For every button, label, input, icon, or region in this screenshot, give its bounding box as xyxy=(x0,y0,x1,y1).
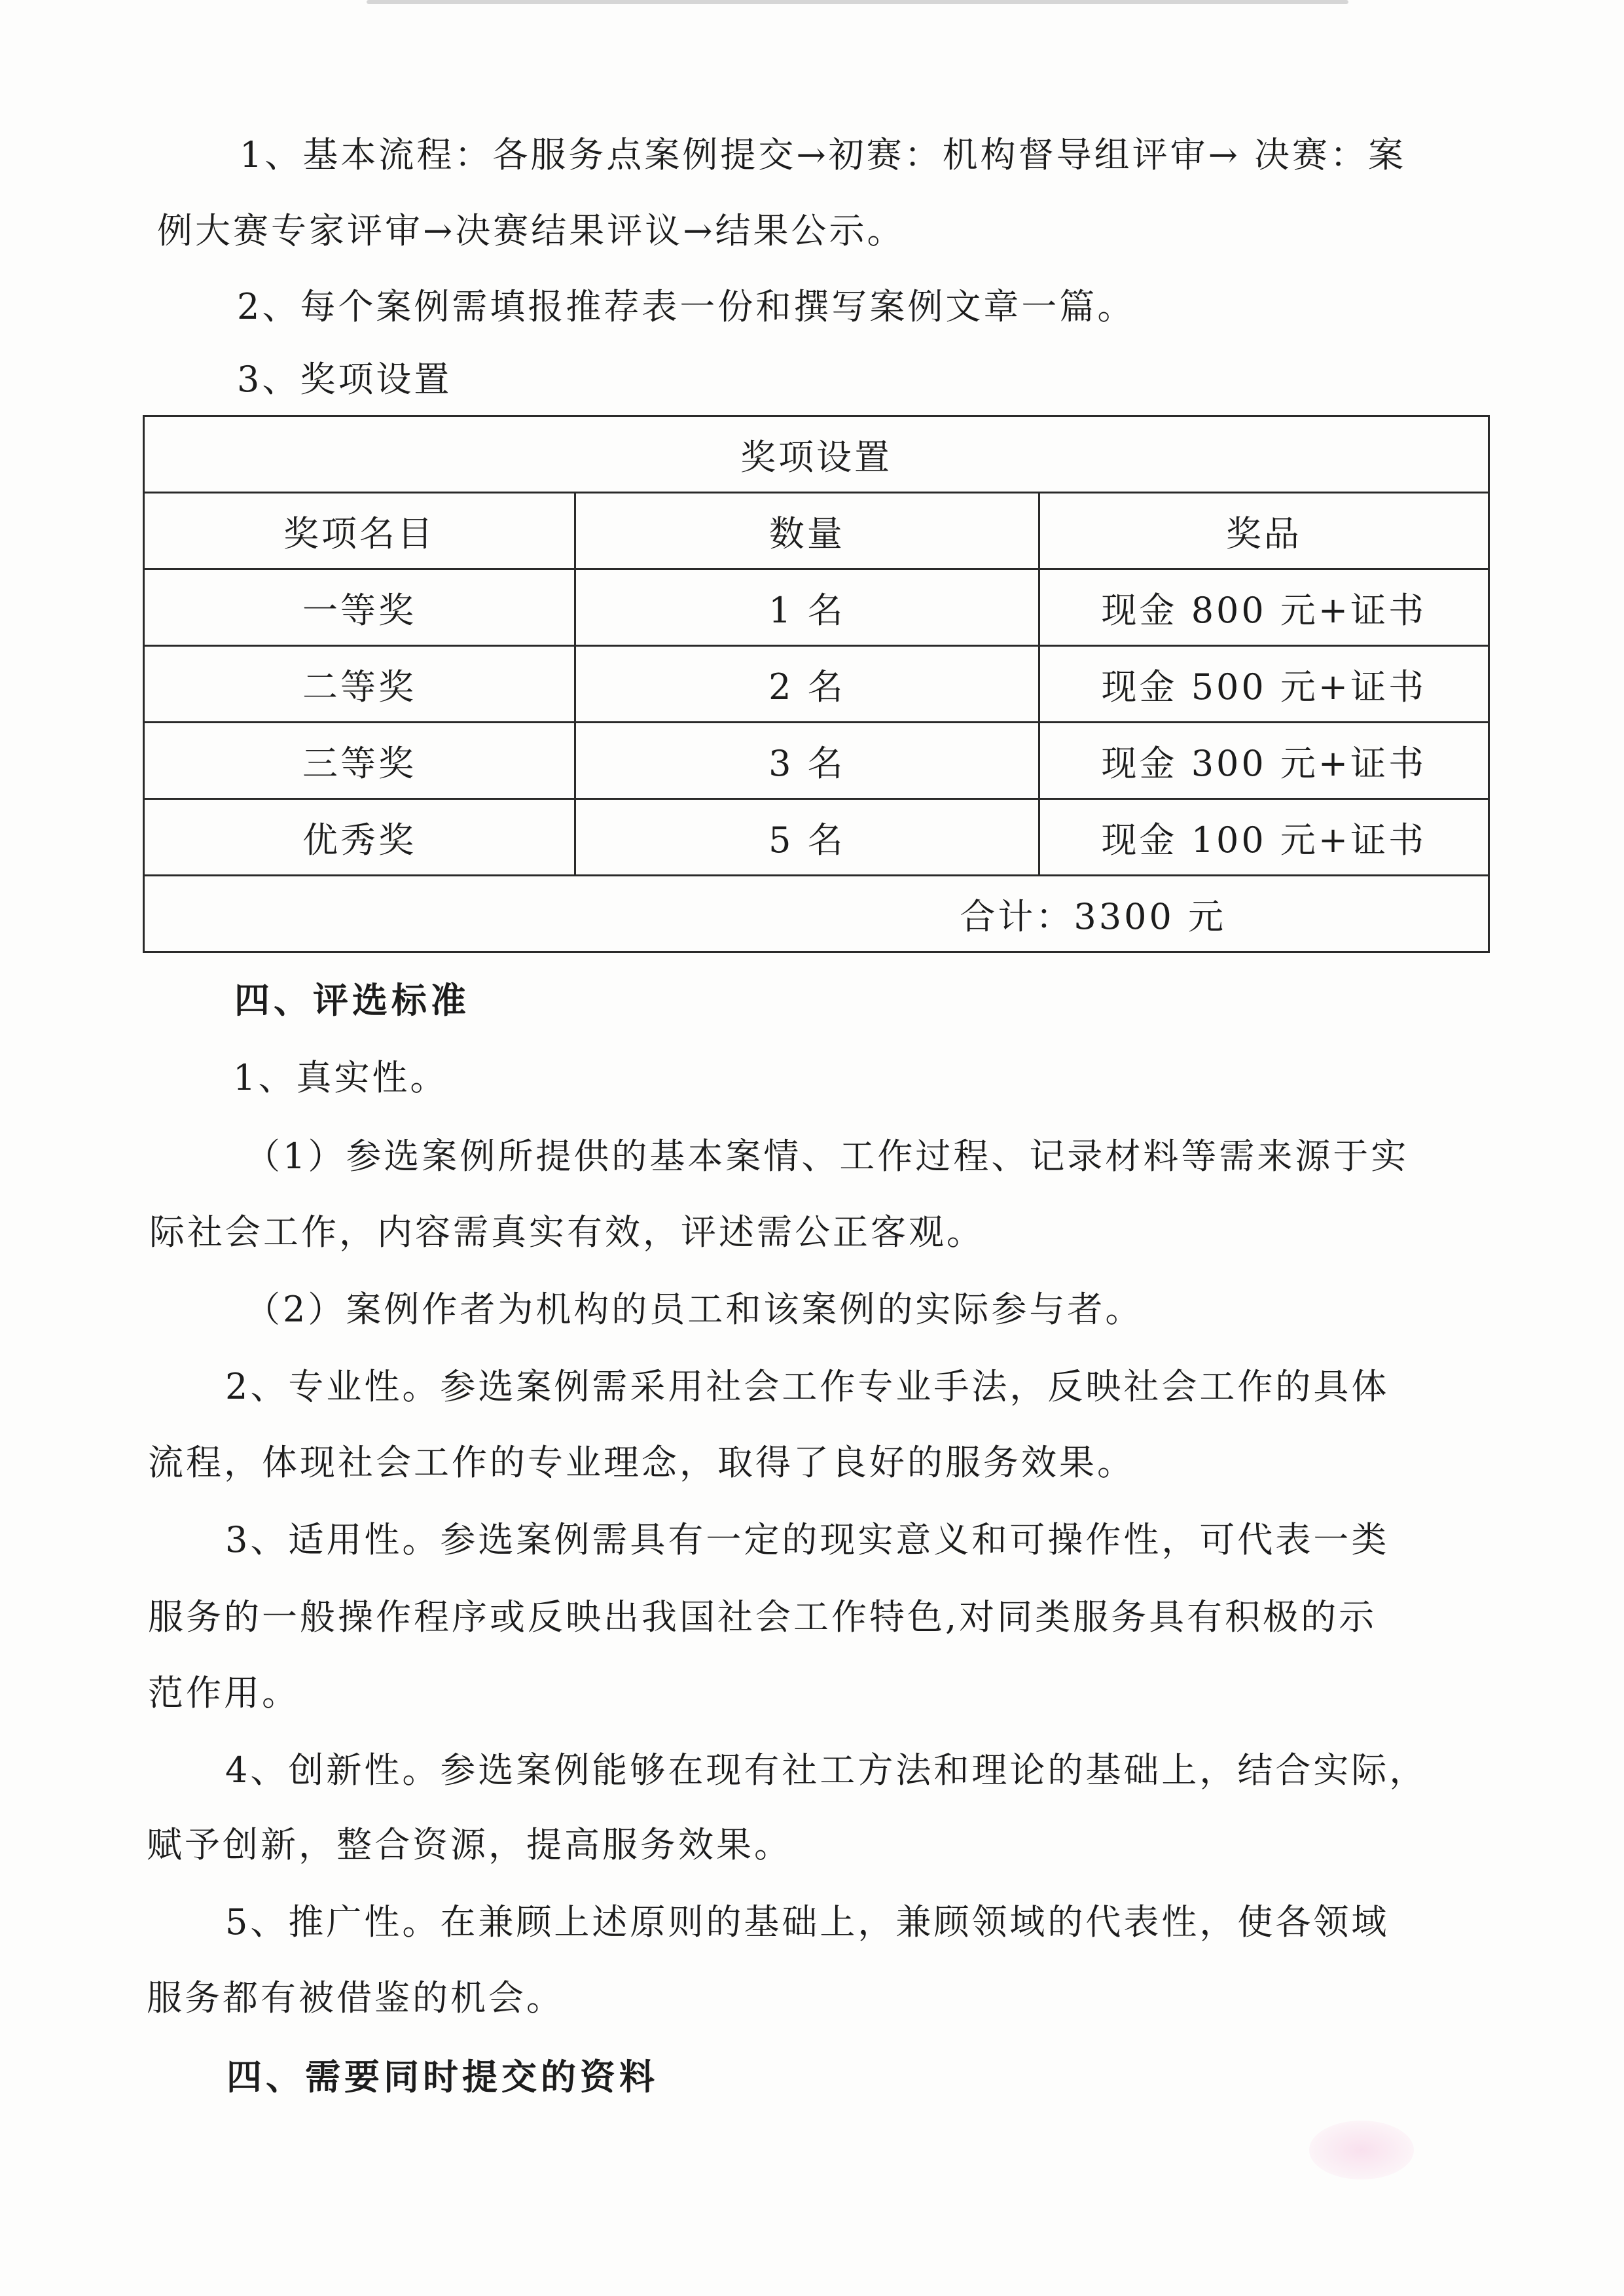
award-name-cell: 一等奖 xyxy=(144,569,575,646)
awards-table-header-row xyxy=(144,493,1489,569)
table-row xyxy=(144,799,1489,876)
award-name-cell: 三等奖 xyxy=(144,723,575,799)
criterion-innovation-line-2: 赋予创新，整合资源，提高服务效果。 xyxy=(147,1824,792,1865)
table-row xyxy=(144,569,1489,646)
header-award-name: 奖项名目 xyxy=(144,493,575,569)
prize-cell: 现金 300 元+证书 xyxy=(1039,723,1489,799)
table-row xyxy=(144,646,1489,723)
criterion-applicability-line-2: 服务的一般操作程序或反映出我国社会工作特色,对同类服务具有积极的示 xyxy=(148,1596,1377,1638)
awards-table xyxy=(143,415,1490,953)
criterion-applicability-line-3: 范作用。 xyxy=(148,1672,300,1713)
criterion-innovation-line-1: 4、创新性。参选案例能够在现有社工方法和理论的基础上，结合实际， xyxy=(225,1749,1428,1791)
quantity-cell: 1 名 xyxy=(575,569,1039,646)
criterion-authenticity: 1、真实性。 xyxy=(233,1057,448,1098)
header-quantity: 数量 xyxy=(575,493,1039,569)
prize-cell: 现金 800 元+证书 xyxy=(1039,569,1489,646)
awards-table-total-row xyxy=(144,876,1489,952)
table-row xyxy=(144,723,1489,799)
process-line-2: 例大赛专家评审→决赛结果评议→结果公示。 xyxy=(157,210,905,251)
quantity-cell: 3 名 xyxy=(575,723,1039,799)
criterion-generalizability-line-2: 服务都有被借鉴的机会。 xyxy=(147,1977,564,2018)
quantity-cell: 5 名 xyxy=(575,799,1039,876)
process-line-1: 1、基本流程：各服务点案例提交→初赛：机构督导组评审→ 决赛：案 xyxy=(240,134,1407,175)
materials-heading: 四、需要同时提交的资料 xyxy=(226,2056,659,2098)
prize-cell: 现金 100 元+证书 xyxy=(1039,799,1489,876)
prize-cell: 现金 500 元+证书 xyxy=(1039,646,1489,723)
award-name-cell: 优秀奖 xyxy=(144,799,575,876)
criterion-applicability-line-1: 3、适用性。参选案例需具有一定的现实意义和可操作性，可代表一类 xyxy=(225,1519,1390,1560)
awards-table-title: 奖项设置 xyxy=(144,416,1489,493)
criterion-professionalism-line-2: 流程，体现社会工作的专业理念，取得了良好的服务效果。 xyxy=(148,1442,1135,1483)
criterion-authenticity-2: （2）案例作者为机构的员工和该案例的实际参与者。 xyxy=(245,1289,1144,1330)
header-prize: 奖品 xyxy=(1039,493,1489,569)
criterion-authenticity-1-line-2: 际社会工作，内容需真实有效，评述需公正客观。 xyxy=(149,1211,984,1253)
awards-subheading: 3、奖项设置 xyxy=(237,359,452,400)
awards-total: 合计：3300 元 xyxy=(144,876,1489,952)
criterion-generalizability-line-1: 5、推广性。在兼顾上述原则的基础上，兼顾领域的代表性，使各领域 xyxy=(225,1901,1390,1943)
scan-edge-shadow xyxy=(367,0,1348,4)
criteria-heading: 四、评选标准 xyxy=(234,979,470,1021)
faint-stamp-mark xyxy=(1309,2121,1414,2179)
criterion-professionalism-line-1: 2、专业性。参选案例需采用社会工作专业手法，反映社会工作的具体 xyxy=(225,1366,1390,1407)
submission-requirement: 2、每个案例需填报推荐表一份和撰写案例文章一篇。 xyxy=(237,286,1136,327)
awards-table-title-row xyxy=(144,416,1489,493)
criterion-authenticity-1-line-1: （1）参选案例所提供的基本案情、工作过程、记录材料等需来源于实 xyxy=(245,1136,1409,1177)
quantity-cell: 2 名 xyxy=(575,646,1039,723)
award-name-cell: 二等奖 xyxy=(144,646,575,723)
